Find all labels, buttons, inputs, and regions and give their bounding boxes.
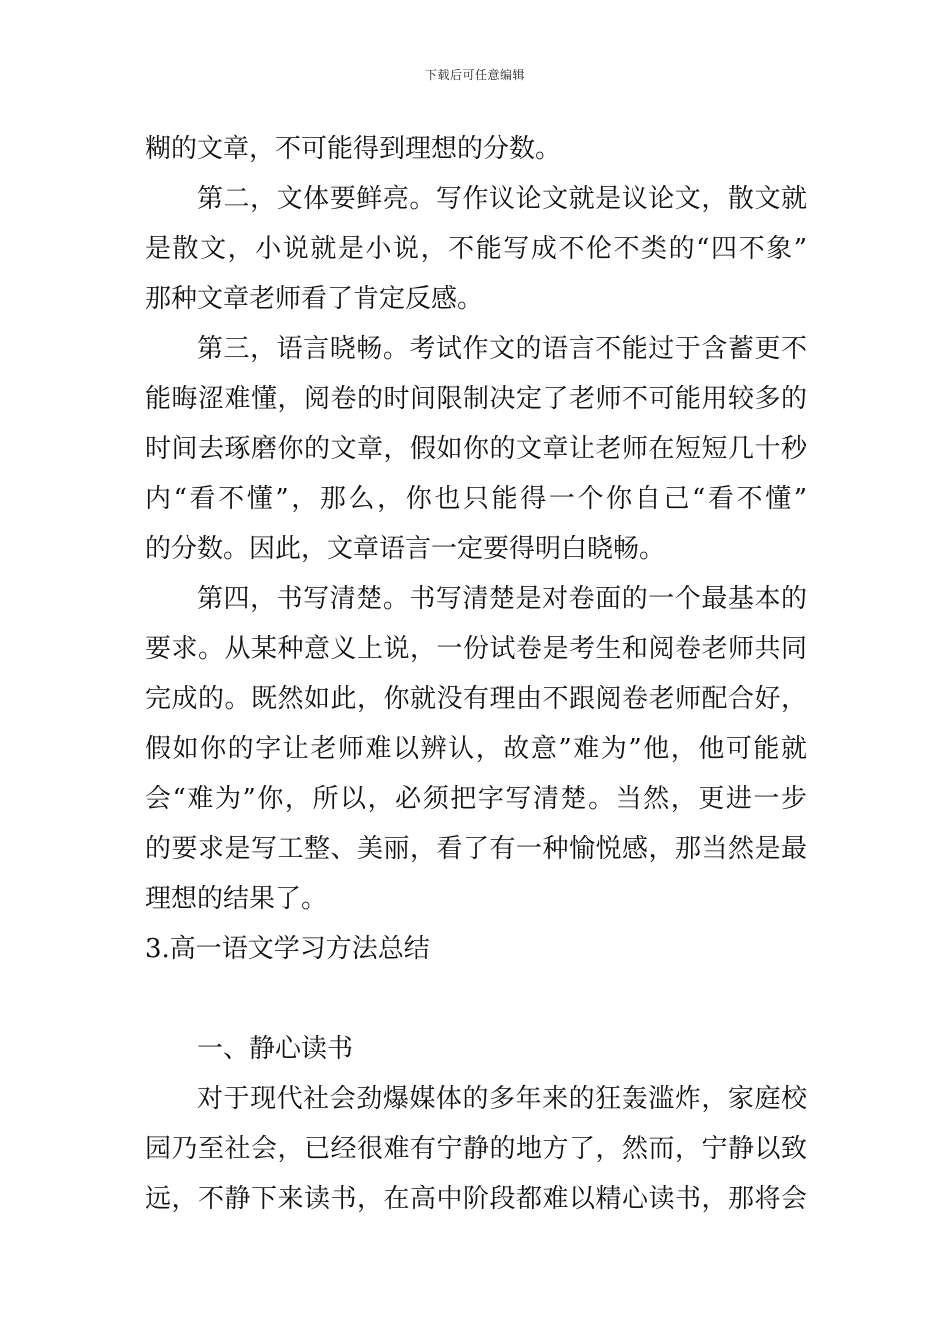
- text-line: 假如你的字让老师难以辨认，故意”难为”他，他可能就: [145, 734, 807, 764]
- text-line: 的要求是写工整、美丽，看了有一种愉悦感，那当然是最: [145, 834, 807, 864]
- section-heading: 3.高一语文学习方法总结: [145, 934, 430, 964]
- subsection-heading: 一、静心读书: [197, 1034, 354, 1064]
- text-line: 内“看不懂”，那么，你也只能得一个你自己“看不懂”: [145, 484, 807, 514]
- text-line: 第三，语言晓畅。考试作文的语言不能过于含蓄更不: [197, 334, 807, 364]
- text-line: 的分数。因此，文章语言一定要得明白晓畅。: [145, 534, 666, 564]
- page-header: 下载后可任意编辑: [424, 68, 525, 82]
- text-line: 完成的。既然如此，你就没有理由不跟阅卷老师配合好，: [145, 684, 807, 714]
- text-line: 那种文章老师看了肯定反感。: [145, 284, 484, 314]
- text-line: 会“难为”你，所以，必须把字写清楚。当然，更进一步: [145, 784, 807, 814]
- text-line: 糊的文章，不可能得到理想的分数。: [145, 134, 562, 164]
- text-line: 理想的结果了。: [145, 884, 328, 914]
- text-line: 能晦涩难懂，阅卷的时间限制决定了老师不可能用较多的: [145, 384, 807, 414]
- text-line: 时间去琢磨你的文章，假如你的文章让老师在短短几十秒: [145, 434, 807, 464]
- text-line: 第四，书写清楚。书写清楚是对卷面的一个最基本的: [197, 584, 807, 614]
- text-line: 对于现代社会劲爆媒体的多年来的狂轰滥炸，家庭校: [197, 1084, 807, 1114]
- text-line: 第二，文体要鲜亮。写作议论文就是议论文，散文就: [197, 184, 807, 214]
- text-line: 远，不静下来读书，在高中阶段都难以精心读书，那将会: [145, 1184, 807, 1214]
- text-line: 园乃至社会，已经很难有宁静的地方了，然而，宁静以致: [145, 1134, 807, 1164]
- text-line: 是散文，小说就是小说，不能写成不伦不类的“四不象”: [145, 234, 807, 264]
- text-line: 要求。从某种意义上说，一份试卷是考生和阅卷老师共同: [145, 634, 807, 664]
